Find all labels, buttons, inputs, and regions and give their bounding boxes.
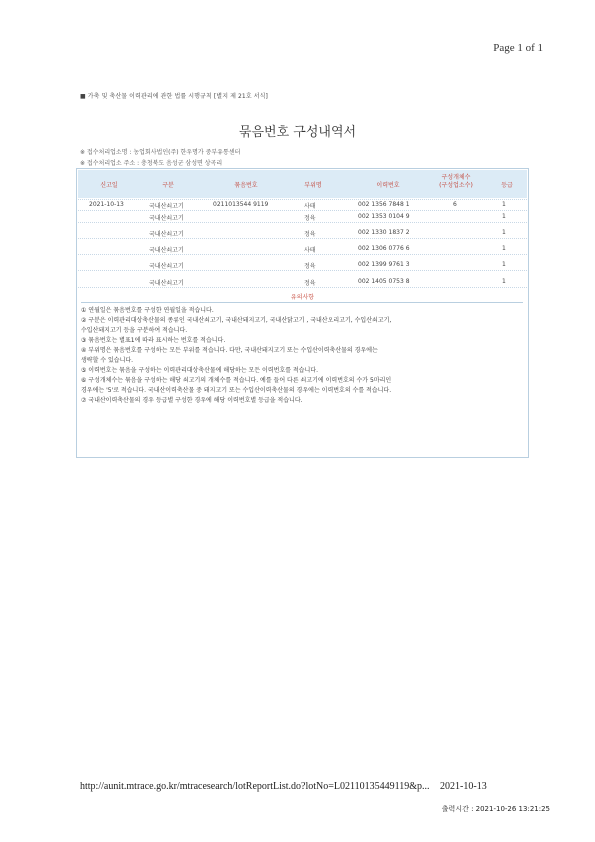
header-type: 구분 [162, 182, 174, 189]
note-item: 수입산돼지고기 등을 구분하여 적습니다. [81, 327, 188, 334]
row-grade: 1 [502, 201, 506, 208]
note-item: ⑥ 구성개체수는 묶음을 구성하는 해당 쇠고기의 개체수를 적습니다. 예를 들어 다른 쇠고기에 이력번호의 수가 5마리인 [81, 377, 392, 384]
row-type: 국내산쇠고기 [149, 247, 184, 254]
row-type: 국내산쇠고기 [149, 263, 184, 270]
note-item: 생략할 수 있습니다. [81, 357, 134, 364]
note-item: ④ 부위명은 묶음번호를 구성하는 모든 부위를 적습니다. 다만, 국내산돼지고기 또는 수입산이력축산물의 경우에는 [81, 347, 378, 354]
page-number: Page 1 of 1 [493, 42, 543, 54]
facility-address: ※ 접수처리업소 주소 : 충청북도 음성군 삼성면 상곡리 [80, 160, 223, 167]
row-trace-number: 002 1353 0104 9 [358, 213, 410, 220]
row-divider [78, 222, 527, 223]
note-item: ⑦ 국내산이력축산물의 경우 등급별 구성한 경우에 해당 이력번호별 등급을 적습니다. [81, 397, 303, 404]
facility-name: ※ 접수처리업소명 : 농업회사법인(주) 한우명가 중부유통센터 [80, 149, 241, 156]
footer-url-line [80, 781, 487, 792]
note-item: 경우에는 '5'로 적습니다. 국내산이력축산물 중 돼지고기 또는 수입산이력축산물의 경우에는 이력번호의 수를 적습니다. [81, 387, 392, 394]
note-item: ① 연월일은 묶음번호를 구성한 연월일을 적습니다. [81, 307, 214, 314]
row-trace-number: 002 1330 1837 2 [358, 229, 410, 236]
row-grade: 1 [502, 229, 506, 236]
document-title: 묶음번호 구성내역서 [238, 125, 357, 140]
row-trace-number: 002 1306 0776 6 [358, 245, 410, 252]
law-reference: ■ 가축 및 축산물 이력관리에 관한 법률 시행규칙 [별지 제 21호 서식] [80, 93, 268, 100]
row-type: 국내산쇠고기 [149, 203, 184, 210]
source-url[interactable]: http://aunit.mtrace.go.kr/mtracesearch/lotReportList.do?lotNo=L02110135449119&p... [80, 781, 430, 792]
header-lot-number: 묶음번호 [234, 182, 258, 189]
row-part-name: 사태 [304, 247, 316, 254]
print-timestamp: 출력시간 : 2021-10-26 13:21:25 [441, 805, 550, 813]
row-type: 국내산쇠고기 [149, 280, 184, 287]
row-divider [78, 210, 527, 211]
row-grade: 1 [502, 278, 506, 285]
lot-composition-form [76, 168, 529, 458]
row-type: 국내산쇠고기 [149, 215, 184, 222]
table-header [78, 170, 527, 198]
row-grade: 1 [502, 213, 506, 220]
header-unit-count: 구성개체수 (구성업소수) [439, 174, 473, 189]
row-trace-number: 002 1399 9761 3 [358, 261, 410, 268]
header-part-name: 부위명 [304, 182, 322, 189]
row-part-name: 사태 [304, 203, 316, 210]
notes-heading: 유의사항 [290, 294, 315, 301]
row-trace-number: 002 1405 0753 8 [358, 278, 410, 285]
row-divider [78, 254, 527, 255]
row-date: 2021-10-13 [89, 201, 124, 208]
row-divider [78, 270, 527, 271]
header-grade: 등급 [501, 182, 513, 189]
header-trace-number: 이력번호 [376, 182, 400, 189]
notes-list [81, 302, 523, 406]
row-unit-count: 6 [453, 201, 457, 208]
row-lot-number: 0211013544 9119 [213, 201, 269, 208]
row-divider [78, 238, 527, 239]
row-part-name: 정육 [304, 215, 316, 222]
note-item: ⑤ 이력번호는 묶음을 구성하는 이력관리대상축산물에 해당하는 모든 이력번호를 적습니다. [81, 367, 318, 374]
row-grade: 1 [502, 245, 506, 252]
row-part-name: 정육 [304, 231, 316, 238]
row-part-name: 정육 [304, 263, 316, 270]
note-item: ② 구분은 이력관리대상축산물의 종류인 국내산쇠고기, 국내산돼지고기, 국내산닭고기 , 국내산오리고기, 수입산쇠고기, [81, 317, 392, 324]
row-divider [78, 199, 527, 200]
row-part-name: 정육 [304, 280, 316, 287]
row-divider [78, 287, 527, 288]
footer-date: 2021-10-13 [440, 781, 487, 792]
row-grade: 1 [502, 261, 506, 268]
row-trace-number: 002 1356 7848 1 [358, 201, 410, 208]
row-type: 국내산쇠고기 [149, 231, 184, 238]
header-date: 신고일 [100, 182, 118, 189]
note-item: ③ 묶음번호는 별표1에 따라 표시하는 번호를 적습니다. [81, 337, 226, 344]
